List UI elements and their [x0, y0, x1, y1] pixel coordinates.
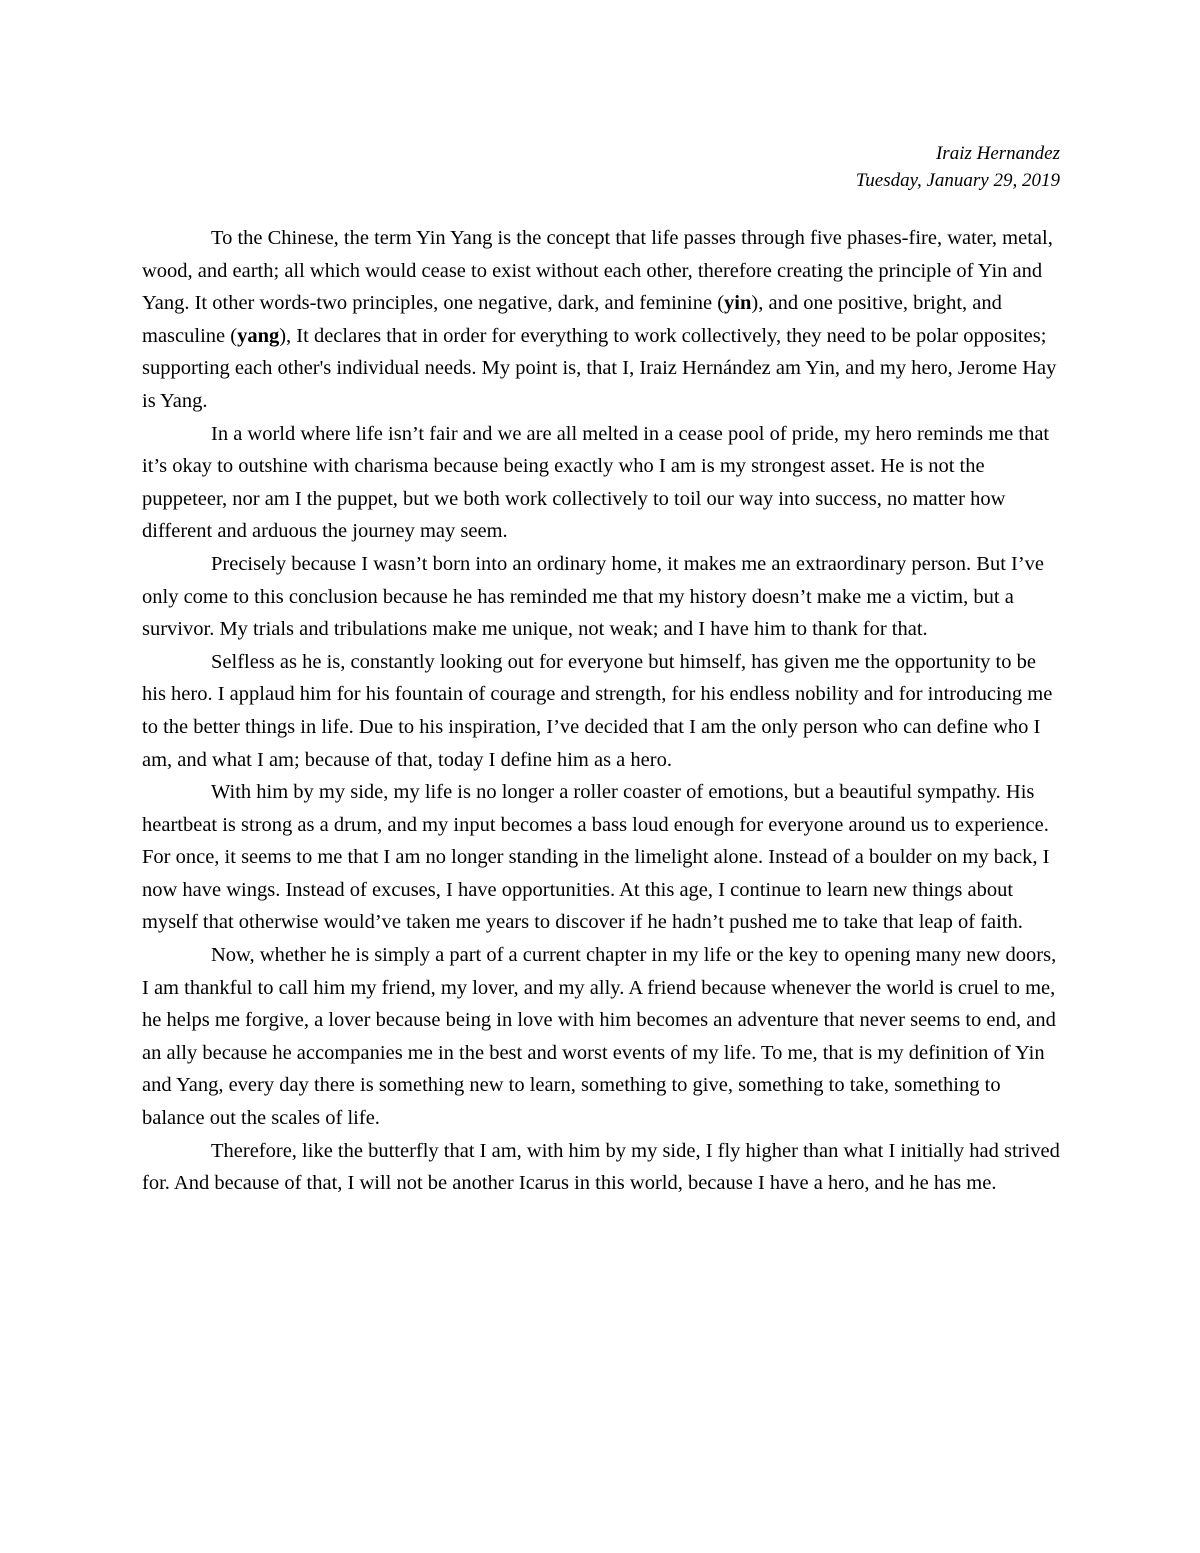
paragraph-1-part-b: ), and one positive, bright, and masculine (	[142, 292, 1002, 347]
paragraph-6: Now, whether he is simply a part of a current chapter in my life or the key to opening many new doors, I am thankful to call him my friend, my lover, and my ally. A friend because whenever the world is cruel to me, he helps me forgive, a lover because being in love with him becomes an adventure that never seems to end, and an ally because he accompanies me in the best and worst events of my life. To me, that is my definition of Yin and Yang, every day there is something new to learn, something to give, something to take, something to balance out the scales of life.	[142, 944, 1057, 1130]
paragraph-1-part-a: To the Chinese, the term Yin Yang is the concept that life passes through five phases-fire, water, metal, wood, and earth; all which would cease to exist without each other, therefore creating the principle of Yin and Yang. It other words-two principles, one negative, dark, and feminine (	[142, 227, 1053, 315]
essay-body	[142, 222, 1060, 1200]
paragraph-4: Selfless as he is, constantly looking out for everyone but himself, has given me the opportunity to be his hero. I applaud him for his fountain of courage and strength, for his endless nobility and for introducing me to the better things in life. Due to his inspiration, I’ve decided that I am the only person who can define who I am, and what I am; because of that, today I define him as a hero.	[142, 650, 1053, 771]
paragraph-2: In a world where life isn’t fair and we are all melted in a cease pool of pride, my hero reminds me that it’s okay to outshine with charisma because being exactly who I am is my strongest asset. He is not the puppeteer, nor am I the puppet, but we both work collectively to toil our way into success, no matter how different and arduous the journey may seem.	[142, 422, 1050, 543]
paragraph-7: Therefore, like the butterfly that I am, with him by my side, I fly higher than what I initially had strived for. And because of that, I will not be another Icarus in this world, because I have a hero, and he has me.	[142, 1139, 1060, 1195]
author-name: Iraiz Hernandez	[935, 143, 1060, 164]
yin-term: yin	[724, 292, 752, 315]
yang-term: yang	[237, 324, 280, 347]
document-date: Tuesday, January 29, 2019	[855, 170, 1060, 191]
document-header	[142, 140, 1060, 194]
paragraph-1	[142, 222, 1060, 418]
paragraph-1-part-c: ), It declares that in order for everything to work collectively, they need to be polar opposites; supporting each other's individual needs. My point is, that I, Iraiz Hernández am Yin, and my hero, Jerome Hay is Yang.	[142, 324, 1057, 412]
paragraph-5: With him by my side, my life is no longer a roller coaster of emotions, but a beautiful sympathy. His heartbeat is strong as a drum, and my input becomes a bass loud enough for everyone around us to experience. For once, it seems to me that I am no longer standing in the limelight alone. Instead of a boulder on my back, I now have wings. Instead of excuses, I have opportunities. At this age, I continue to learn new things about myself that otherwise would’ve taken me years to discover if he hadn’t pushed me to take that leap of faith.	[142, 781, 1050, 934]
paragraph-3: Precisely because I wasn’t born into an ordinary home, it makes me an extraordinary person. But I’ve only come to this conclusion because he has reminded me that my history doesn’t make me a victim, but a survivor. My trials and tribulations make me unique, not weak; and I have him to thank for that.	[142, 552, 1045, 641]
document-page	[142, 140, 1060, 1200]
